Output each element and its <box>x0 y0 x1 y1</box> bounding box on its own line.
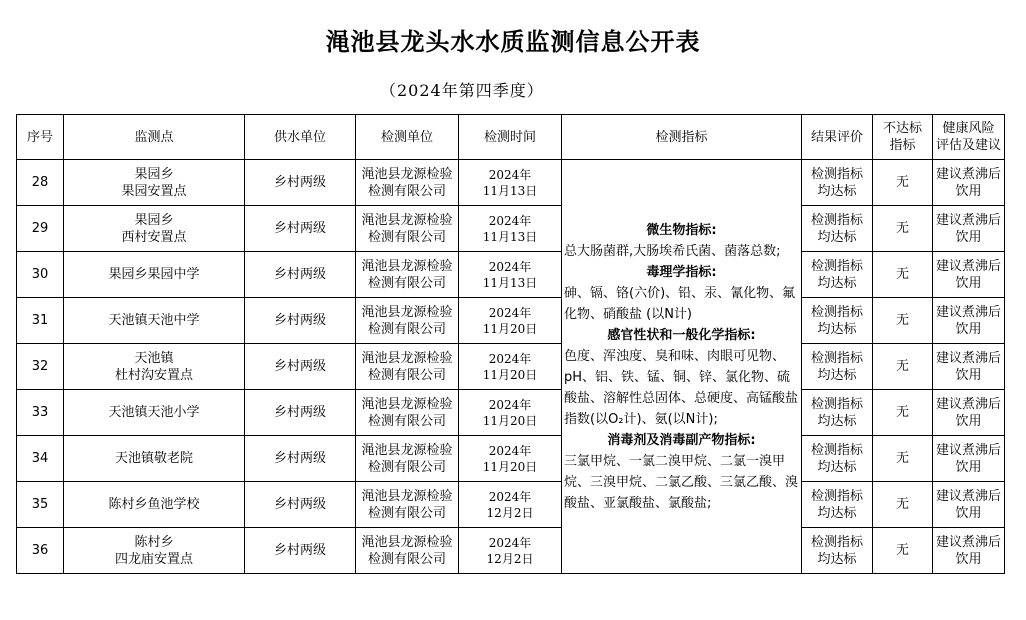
cell-seq: 35 <box>17 482 64 528</box>
cell-indicators <box>562 160 802 574</box>
table-row <box>17 252 1005 298</box>
cell-seq: 29 <box>17 206 64 252</box>
cell-fail: 无 <box>873 252 933 298</box>
header-agency: 检测单位 <box>356 115 459 160</box>
cell-site: 陈村乡 四龙庙安置点 <box>64 528 245 574</box>
cell-fail: 无 <box>873 298 933 344</box>
cell-agency: 渑池县龙源检验 检测有限公司 <box>356 528 459 574</box>
header-site: 监测点 <box>64 115 245 160</box>
cell-site: 果园乡 西村安置点 <box>64 206 245 252</box>
header-fail: 不达标 指标 <box>873 115 933 160</box>
table-header-row <box>17 115 1005 160</box>
cell-site: 天池镇 杜村沟安置点 <box>64 344 245 390</box>
cell-site: 果园乡果园中学 <box>64 252 245 298</box>
cell-seq: 32 <box>17 344 64 390</box>
cell-result: 检测指标 均达标 <box>802 482 873 528</box>
header-supplier: 供水单位 <box>245 115 356 160</box>
table-row <box>17 344 1005 390</box>
cell-supplier: 乡村两级 <box>245 344 356 390</box>
water-quality-table <box>16 114 1005 574</box>
cell-advice: 建议煮沸后 饮用 <box>933 390 1005 436</box>
cell-site: 天池镇天池小学 <box>64 390 245 436</box>
cell-advice: 建议煮沸后 饮用 <box>933 528 1005 574</box>
page-subtitle: （2024年第四季度） <box>380 81 544 100</box>
cell-fail: 无 <box>873 528 933 574</box>
indicator-micro-heading: 微生物指标: <box>646 222 717 238</box>
cell-agency: 渑池县龙源检验 检测有限公司 <box>356 252 459 298</box>
table-row <box>17 206 1005 252</box>
cell-result: 检测指标 均达标 <box>802 206 873 252</box>
cell-fail: 无 <box>873 160 933 206</box>
indicator-disinfect-text: 三氯甲烷、一氯二溴甲烷、二氯一溴甲烷、三溴甲烷、二氯乙酸、三氯乙酸、溴酸盐、亚氯酸盐、氯酸盐; <box>564 453 799 511</box>
indicator-toxic-heading: 毒理学指标: <box>646 264 717 280</box>
cell-fail: 无 <box>873 436 933 482</box>
cell-advice: 建议煮沸后 饮用 <box>933 344 1005 390</box>
cell-time: 2024年 12月2日 <box>459 482 562 528</box>
table-row <box>17 160 1005 206</box>
cell-seq: 28 <box>17 160 64 206</box>
cell-advice: 建议煮沸后 饮用 <box>933 206 1005 252</box>
cell-time: 2024年 11月20日 <box>459 298 562 344</box>
cell-site: 果园乡 果园安置点 <box>64 160 245 206</box>
indicator-micro-text: 总大肠菌群,大肠埃希氏菌、菌落总数; <box>564 243 781 259</box>
cell-agency: 渑池县龙源检验 检测有限公司 <box>356 160 459 206</box>
cell-time: 2024年 12月2日 <box>459 528 562 574</box>
cell-fail: 无 <box>873 482 933 528</box>
cell-seq: 30 <box>17 252 64 298</box>
cell-result: 检测指标 均达标 <box>802 344 873 390</box>
header-time: 检测时间 <box>459 115 562 160</box>
indicator-toxic-text: 砷、镉、铬(六价)、铅、汞、氰化物、氟化物、硝酸盐 (以N计) <box>564 285 796 322</box>
cell-result: 检测指标 均达标 <box>802 252 873 298</box>
cell-site: 天池镇天池中学 <box>64 298 245 344</box>
cell-result: 检测指标 均达标 <box>802 436 873 482</box>
cell-agency: 渑池县龙源检验 检测有限公司 <box>356 298 459 344</box>
cell-supplier: 乡村两级 <box>245 252 356 298</box>
header-indicators: 检测指标 <box>562 115 802 160</box>
cell-result: 检测指标 均达标 <box>802 528 873 574</box>
table-row <box>17 528 1005 574</box>
cell-time: 2024年 11月20日 <box>459 436 562 482</box>
cell-supplier: 乡村两级 <box>245 206 356 252</box>
indicator-sensory-heading: 感官性状和一般化学指标: <box>607 327 756 343</box>
header-seq: 序号 <box>17 115 64 160</box>
cell-time: 2024年 11月20日 <box>459 344 562 390</box>
header-result: 结果评价 <box>802 115 873 160</box>
indicator-disinfect-heading: 消毒剂及消毒副产物指标: <box>607 432 756 448</box>
cell-supplier: 乡村两级 <box>245 298 356 344</box>
page-title: 渑池县龙头水水质监测信息公开表 <box>325 28 701 56</box>
table-row <box>17 482 1005 528</box>
indicator-sensory-text: 色度、浑浊度、臭和味、肉眼可见物、pH、铝、铁、锰、铜、锌、氯化物、硫酸盐、溶解性总固体、总硬度、高锰酸盐指数(以O₂计)、氨(以N计); <box>564 348 799 427</box>
cell-advice: 建议煮沸后 饮用 <box>933 160 1005 206</box>
cell-seq: 34 <box>17 436 64 482</box>
cell-time: 2024年 11月13日 <box>459 252 562 298</box>
cell-advice: 建议煮沸后 饮用 <box>933 252 1005 298</box>
cell-site: 天池镇敬老院 <box>64 436 245 482</box>
cell-result: 检测指标 均达标 <box>802 160 873 206</box>
cell-fail: 无 <box>873 390 933 436</box>
cell-result: 检测指标 均达标 <box>802 298 873 344</box>
cell-fail: 无 <box>873 206 933 252</box>
cell-supplier: 乡村两级 <box>245 482 356 528</box>
cell-supplier: 乡村两级 <box>245 160 356 206</box>
cell-supplier: 乡村两级 <box>245 436 356 482</box>
cell-agency: 渑池县龙源检验 检测有限公司 <box>356 206 459 252</box>
cell-result: 检测指标 均达标 <box>802 390 873 436</box>
cell-time: 2024年 11月13日 <box>459 206 562 252</box>
table-row <box>17 298 1005 344</box>
cell-supplier: 乡村两级 <box>245 390 356 436</box>
cell-fail: 无 <box>873 344 933 390</box>
cell-seq: 31 <box>17 298 64 344</box>
cell-seq: 36 <box>17 528 64 574</box>
cell-supplier: 乡村两级 <box>245 528 356 574</box>
header-advice: 健康风险 评估及建议 <box>933 115 1005 160</box>
cell-site: 陈村乡鱼池学校 <box>64 482 245 528</box>
cell-agency: 渑池县龙源检验 检测有限公司 <box>356 344 459 390</box>
cell-agency: 渑池县龙源检验 检测有限公司 <box>356 436 459 482</box>
cell-seq: 33 <box>17 390 64 436</box>
cell-advice: 建议煮沸后 饮用 <box>933 298 1005 344</box>
cell-time: 2024年 11月20日 <box>459 390 562 436</box>
cell-agency: 渑池县龙源检验 检测有限公司 <box>356 482 459 528</box>
table-row <box>17 436 1005 482</box>
cell-agency: 渑池县龙源检验 检测有限公司 <box>356 390 459 436</box>
cell-advice: 建议煮沸后 饮用 <box>933 436 1005 482</box>
cell-time: 2024年 11月13日 <box>459 160 562 206</box>
table-row <box>17 390 1005 436</box>
cell-advice: 建议煮沸后 饮用 <box>933 482 1005 528</box>
